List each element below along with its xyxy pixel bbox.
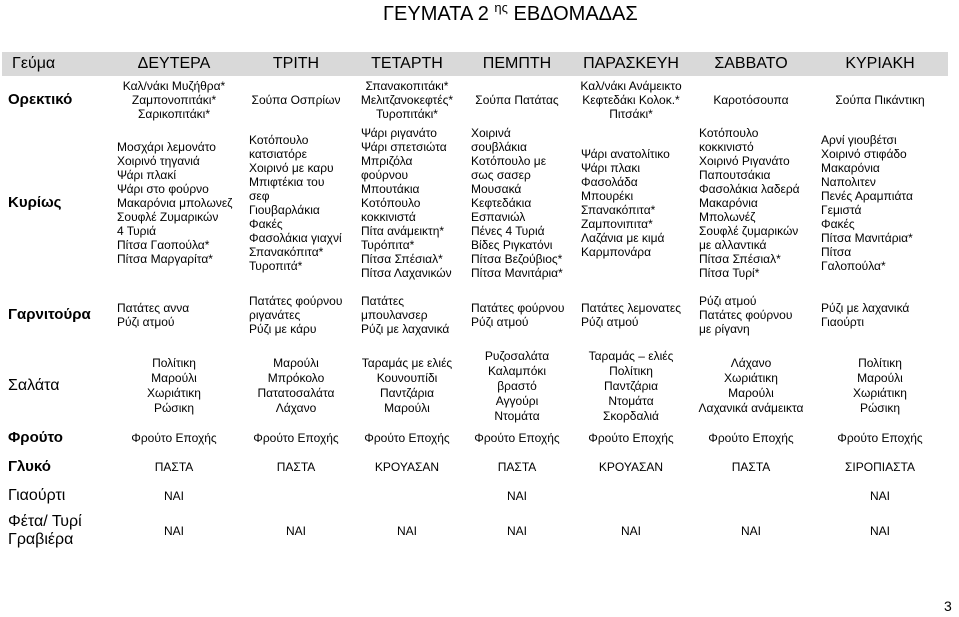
menu-item: Λαχανικά ανάμεικτα — [698, 401, 804, 415]
menu-item: ΝΑΙ — [869, 524, 890, 538]
menu-item: Τυροπιτάκι* — [376, 107, 438, 121]
menu-cell-lines — [249, 133, 350, 273]
menu-cell — [240, 124, 352, 282]
menu-item: βραστό — [497, 378, 537, 393]
menu-item: Σπανακοπιτάκι* — [365, 79, 449, 93]
menu-cell — [108, 348, 240, 424]
menu-item: Ψάρι ριγανάτο — [361, 126, 437, 140]
menu-item: Ζαμπονοπιτάκι* — [131, 93, 217, 107]
menu-cell — [462, 481, 572, 510]
menu-item: ΝΑΙ — [740, 524, 761, 538]
menu-item: Φρούτο Εποχής — [588, 431, 674, 445]
menu-item: Μελιτζανοκεφτές* — [360, 93, 454, 107]
menu-item: Τυροπιτά* — [249, 259, 303, 273]
menu-item: Παντζάρια — [379, 386, 435, 400]
menu-cell — [352, 424, 462, 452]
menu-item: ΝΑΙ — [163, 488, 184, 503]
menu-item: Ρύζι με λαχανικά — [821, 301, 910, 315]
menu-cell — [108, 424, 240, 452]
menu-item: Φασολάκια λαδερά — [699, 182, 800, 196]
menu-item: Πίτσα Μαργαρίτα* — [117, 252, 213, 266]
meal-type-label: Γιαούρτι — [8, 486, 66, 504]
menu-cell — [352, 510, 462, 552]
menu-cell-lines — [699, 126, 810, 280]
menu-cell-lines — [814, 489, 946, 503]
meal-type-label: Κυρίως — [8, 194, 62, 211]
menu-cell-lines — [354, 79, 460, 121]
menu-item: Φρούτο Εποχής — [474, 431, 560, 445]
menu-item: Γιαούρτι — [821, 315, 864, 329]
menu-cell — [690, 481, 812, 510]
menu-item: Πενές Αραμπιάτα — [821, 189, 913, 203]
menu-item: Ρώσικη — [859, 401, 901, 415]
menu-item: Πίτσα Σπέσιαλ* — [361, 252, 443, 266]
menu-item: Μπολωνέζ — [699, 210, 756, 224]
menu-cell — [572, 124, 690, 282]
column-header-day: ΤΡΙΤΗ — [272, 55, 320, 72]
menu-item: Φακές — [249, 217, 283, 231]
menu-item: Καλαμπόκι — [487, 363, 547, 378]
menu-cell-lines — [692, 524, 810, 538]
menu-cell — [240, 481, 352, 510]
menu-cell-lines — [242, 460, 350, 474]
menu-cell-lines — [110, 524, 238, 538]
menu-item: Μαρούλι — [151, 371, 197, 385]
menu-item: Πίτσα Μανιτάρια* — [821, 231, 913, 245]
menu-cell — [690, 124, 812, 282]
menu-cell — [572, 282, 690, 348]
menu-item: Ταραμάς με ελιές — [361, 356, 453, 370]
menu-item: Ρύζι ατμού — [117, 315, 175, 329]
menu-item: Φρούτο Εποχής — [708, 431, 794, 445]
menu-item: Χοιρινό τηγανιά — [117, 154, 200, 168]
meal-row — [2, 481, 948, 510]
menu-cell — [352, 124, 462, 282]
menu-item: Κοτόπουλο — [249, 133, 309, 147]
menu-item: Μακαρόνια — [699, 196, 758, 210]
menu-item: Ντομάτα — [608, 393, 654, 408]
menu-item: Μακαρόνια — [821, 161, 880, 175]
menu-cell-lines — [464, 349, 570, 424]
menu-item: Κοτόπουλο — [699, 126, 759, 140]
menu-cell-lines — [110, 356, 238, 416]
menu-cell-lines — [814, 460, 946, 474]
menu-cell — [812, 510, 948, 552]
menu-item: σουβλάκια — [471, 140, 527, 154]
menu-item: Φρούτο Εποχής — [364, 431, 450, 445]
menu-item: Πίτσα Τυρί* — [699, 266, 760, 280]
menu-cell-lines — [581, 147, 688, 259]
menu-item: Πατάτες φούρνου — [249, 294, 343, 308]
menu-item: Πένες 4 Τυριά — [471, 224, 545, 238]
menu-cell-lines — [471, 301, 570, 329]
column-header-meal: Γεύμα — [12, 55, 56, 72]
menu-item: Φρούτο Εποχής — [837, 431, 923, 445]
menu-cell — [690, 424, 812, 452]
menu-cell-lines — [110, 79, 238, 121]
menu-cell-lines — [574, 460, 688, 474]
menu-item: Καρμπονάρα — [581, 245, 652, 259]
menu-item: Πατάτες — [361, 294, 404, 308]
menu-cell — [812, 452, 948, 481]
menu-item: Χοιρινό με καρυ — [249, 161, 334, 175]
meal-row — [2, 124, 948, 282]
menu-item: Σπανακόπιτα* — [581, 203, 656, 217]
menu-cell-lines — [249, 294, 350, 336]
menu-cell — [240, 282, 352, 348]
menu-cell — [462, 282, 572, 348]
menu-cell-lines — [464, 93, 570, 107]
menu-item: σως σασερ — [471, 168, 531, 182]
menu-item: Ψάρι σπετσιώτα — [361, 140, 447, 154]
menu-item: Πατάτες φούρνου — [699, 308, 793, 322]
menu-cell-lines — [821, 301, 946, 329]
menu-item: Μπουτάκια — [361, 182, 420, 196]
column-header-day: ΠΑΡΑΣΚΕΥΗ — [583, 55, 679, 72]
menu-item: Παπουτσάκια — [699, 168, 771, 182]
title-main: ΓΕΥΜΑΤΑ 2 — [383, 3, 489, 25]
menu-cell — [352, 282, 462, 348]
menu-item: Πίτσα Μανιτάρια* — [471, 266, 563, 280]
menu-cell-lines — [692, 431, 810, 445]
menu-cell — [352, 76, 462, 124]
menu-item: Πίτα ανάμεικτη* — [361, 224, 445, 238]
menu-item: Αγγούρι — [495, 393, 539, 408]
menu-item: ΝΑΙ — [506, 488, 527, 503]
menu-item: Μπρόκολο — [267, 371, 325, 385]
menu-item: Πίτσα Βεζούβιος* — [471, 252, 563, 266]
menu-item: Πολίτικη — [152, 356, 196, 370]
menu-cell-lines — [692, 356, 810, 416]
page-title — [383, 2, 638, 28]
menu-item: Φρούτο Εποχής — [131, 431, 217, 445]
menu-cell-lines — [821, 133, 946, 273]
menu-item: Παντζάρια — [603, 378, 659, 393]
menu-item: Φασολάκια γιαχνί — [249, 231, 342, 245]
menu-item: Κουνουπίδι — [376, 371, 438, 385]
menu-item: Ψάρι στο φούρνο — [117, 182, 209, 196]
meal-row — [2, 76, 948, 124]
meal-row — [2, 424, 948, 452]
menu-cell — [690, 510, 812, 552]
menu-item: Μακαρόνια μπολωνεζ — [117, 196, 233, 210]
menu-item: Πατατοσαλάτα — [257, 386, 335, 400]
menu-cell-lines — [361, 294, 460, 336]
menu-item: μπουλανσερ — [361, 308, 428, 322]
menu-item: Σουφλέ ζυμαρικών — [699, 224, 799, 238]
menu-item: Βίδες Ριγκατόνι — [471, 238, 553, 252]
menu-item: σεφ — [249, 189, 270, 203]
menu-cell — [352, 348, 462, 424]
menu-cell-lines — [464, 460, 570, 474]
menu-item: Τυρόπιτα* — [361, 238, 415, 252]
menu-item: ΝΑΙ — [620, 524, 641, 538]
menu-item: κοκκινιστά — [361, 210, 416, 224]
menu-cell-lines — [814, 356, 946, 416]
header-row — [2, 52, 948, 76]
menu-item: Ρύζι ατμού — [581, 315, 639, 329]
menu-item: Πίτσα Γαοπούλα* — [117, 238, 210, 252]
menu-item: με αλλαντικά — [699, 238, 767, 252]
menu-item: Ρυζοσαλάτα — [484, 348, 550, 363]
menu-cell-lines — [814, 431, 946, 445]
menu-item: Εσπανιώλ — [471, 210, 526, 224]
menu-item: ΠΑΣΤΑ — [497, 459, 537, 474]
menu-cell — [462, 452, 572, 481]
menu-item: κοκκινιστό — [699, 140, 754, 154]
menu-item: Σουφλέ Ζυμαρικών — [117, 210, 219, 224]
menu-cell-lines — [692, 93, 810, 107]
menu-cell — [108, 510, 240, 552]
menu-cell-lines — [354, 524, 460, 538]
menu-cell-lines — [814, 524, 946, 538]
menu-cell-lines — [464, 431, 570, 445]
menu-item: 4 Τυριά — [117, 224, 157, 238]
menu-item: Μαρούλι — [857, 371, 903, 385]
column-header-day: ΠΕΜΠΤΗ — [482, 55, 552, 72]
menu-item: Ρύζι με κάρυ — [249, 322, 317, 336]
menu-cell-lines — [574, 431, 688, 445]
menu-item: Καλ/νάκι Μυζήθρα* — [122, 79, 226, 93]
menu-cell-lines — [242, 356, 350, 416]
menu-cell — [108, 452, 240, 481]
meal-type-label: Γλυκό — [8, 457, 51, 475]
menu-item: ΠΑΣΤΑ — [276, 459, 316, 474]
menu-item: Πολίτικη — [609, 363, 653, 378]
menu-cell-lines — [354, 460, 460, 474]
menu-cell-lines — [464, 489, 570, 503]
menu-cell — [572, 76, 690, 124]
meal-type-label: Γαρνιτούρα — [8, 306, 91, 323]
menu-item: Χωριάτικη — [724, 371, 778, 385]
menu-item: Κοτόπουλο με — [471, 154, 547, 168]
menu-item: Λάχανο — [275, 401, 317, 415]
meal-row — [2, 348, 948, 424]
menu-item: Μπριζόλα — [361, 154, 413, 168]
menu-cell — [690, 282, 812, 348]
menu-cell — [812, 124, 948, 282]
menu-cell — [812, 481, 948, 510]
menu-cell — [690, 348, 812, 424]
menu-item: ΝΑΙ — [163, 524, 184, 538]
meal-type-label: Ορεκτικό — [8, 91, 73, 108]
menu-cell-lines — [242, 524, 350, 538]
menu-item: Σκορδαλιά — [603, 408, 659, 423]
menu-item: Γεμιστά — [821, 203, 862, 217]
menu-item: Κεφτεδάκια — [471, 196, 532, 210]
menu-item: Πατάτες φούρνου — [471, 301, 565, 315]
menu-item: Πίτσα — [821, 245, 852, 259]
menu-cell — [572, 424, 690, 452]
menu-cell — [812, 76, 948, 124]
menu-cell — [108, 124, 240, 282]
menu-item: Πατάτες αννα — [117, 301, 190, 315]
menu-cell-lines — [117, 140, 238, 266]
menu-item: Μπιφτέκια του — [249, 175, 325, 189]
menu-cell — [462, 424, 572, 452]
menu-cell — [572, 481, 690, 510]
menu-item: Κεφτεδάκι Κολοκ.* — [582, 93, 680, 107]
menu-item: Ψάρι ανατολίτικο — [581, 147, 670, 161]
menu-item: Ρύζι ατμού — [699, 294, 757, 308]
weekly-meal-table — [2, 52, 948, 552]
menu-cell-lines — [354, 431, 460, 445]
menu-item: Ρύζι ατμού — [471, 315, 529, 329]
menu-cell — [240, 424, 352, 452]
meal-type-label: Φρούτο — [8, 429, 63, 446]
menu-item: ΚΡΟΥΑΣΑΝ — [374, 459, 440, 474]
menu-item: Χοιρινά — [471, 126, 511, 140]
menu-item: Φρούτο Εποχής — [253, 431, 339, 445]
menu-item: με ρίγανη — [699, 322, 750, 336]
title-rest: ΕΒΔΟΜΑΔΑΣ — [513, 3, 638, 25]
menu-item: Πολίτικη — [858, 356, 902, 370]
column-header-day: ΤΕΤΑΡΤΗ — [371, 55, 443, 72]
menu-cell — [462, 348, 572, 424]
menu-item: Μπουρέκι — [581, 189, 634, 203]
menu-item: Σαρικοπιτάκι* — [138, 107, 210, 121]
menu-cell-lines — [110, 460, 238, 474]
menu-cell-lines — [110, 489, 238, 503]
menu-cell — [240, 76, 352, 124]
menu-cell — [108, 282, 240, 348]
menu-cell-lines — [117, 301, 238, 329]
menu-item: ΝΑΙ — [396, 524, 417, 538]
menu-cell — [240, 510, 352, 552]
menu-item: Ψάρι πλακί — [117, 168, 177, 182]
menu-item: Πατάτες λεμονατες — [581, 301, 682, 315]
menu-item: ΚΡΟΥΑΣΑΝ — [598, 459, 664, 474]
menu-item: Πίτσα Λαχανικών — [361, 266, 452, 280]
menu-item: Μαρούλι — [384, 401, 430, 415]
menu-item: φούρνου — [361, 168, 409, 182]
menu-cell — [812, 348, 948, 424]
menu-cell — [572, 452, 690, 481]
menu-item: Φακές — [821, 217, 855, 231]
menu-item: Ταραμάς – ελιές — [588, 348, 674, 363]
menu-cell-lines — [354, 356, 460, 416]
menu-item: Πίτσα Σπέσιαλ* — [699, 252, 781, 266]
menu-item: Καροτόσουπα — [713, 93, 789, 107]
menu-cell — [462, 510, 572, 552]
meal-row — [2, 282, 948, 348]
menu-cell-lines — [110, 431, 238, 445]
menu-item: κατσιατόρε — [249, 147, 307, 161]
menu-item: Σούπα Πικάντικη — [835, 93, 925, 107]
menu-cell — [690, 452, 812, 481]
menu-item: Μαρούλι — [273, 356, 319, 370]
menu-item: Μουσακά — [471, 182, 522, 196]
menu-item: Αρνί γιουβέτσι — [821, 133, 897, 147]
menu-cell-lines — [574, 524, 688, 538]
menu-item: Χωριάτικη — [853, 386, 907, 400]
menu-cell-lines — [471, 126, 570, 280]
menu-cell — [572, 348, 690, 424]
menu-cell — [690, 76, 812, 124]
meal-row — [2, 452, 948, 481]
menu-cell — [108, 76, 240, 124]
menu-item: Ψάρι πλακι — [581, 161, 641, 175]
menu-item: Ρύζι με λαχανικά — [361, 322, 450, 336]
menu-cell-lines — [464, 524, 570, 538]
menu-item: Ναπολιτεν — [821, 175, 876, 189]
menu-item: Ρώσικη — [153, 401, 195, 415]
menu-item: ΣΙΡΟΠΙΑΣΤΑ — [845, 459, 915, 474]
menu-cell-lines — [581, 301, 688, 329]
menu-item: Χωριάτικη — [147, 386, 201, 400]
menu-item: Ζαμπονιπιτα* — [581, 217, 653, 231]
menu-item: ΝΑΙ — [285, 524, 306, 538]
menu-item: Γαλοπούλα* — [821, 259, 886, 273]
menu-item: Ντομάτα — [494, 408, 540, 423]
menu-item: Φασολάδα — [581, 175, 638, 189]
menu-cell-lines — [692, 460, 810, 474]
menu-cell-lines — [574, 349, 688, 424]
meal-type-label: Φέτα/ Τυρί Γραβιέρα — [8, 513, 82, 548]
menu-cell — [462, 76, 572, 124]
menu-item: Σπανακόπιτα* — [249, 245, 324, 259]
column-header-day: ΣΑΒΒΑΤΟ — [714, 55, 788, 72]
menu-item: ΝΑΙ — [869, 488, 890, 503]
menu-item: Καλ/νάκι Ανάμεικτο — [580, 79, 682, 93]
menu-item: ΠΑΣΤΑ — [154, 459, 194, 474]
title-superscript: ης — [494, 0, 508, 15]
menu-cell — [812, 424, 948, 452]
menu-item: ριγανάτες — [249, 308, 301, 322]
meal-row — [2, 510, 948, 552]
menu-cell — [240, 348, 352, 424]
menu-cell — [462, 124, 572, 282]
menu-item: ΠΑΣΤΑ — [731, 459, 771, 474]
menu-item: Γιουβαρλάκια — [249, 203, 320, 217]
menu-item: Κοτόπουλο — [361, 196, 421, 210]
menu-cell — [240, 452, 352, 481]
menu-item: Σούπα Οσπρίων — [251, 93, 341, 107]
menu-item: Μαρούλι — [728, 386, 774, 400]
meal-type-label: Σαλάτα — [8, 377, 60, 394]
menu-cell-lines — [699, 294, 810, 336]
menu-cell — [352, 452, 462, 481]
page-number: 3 — [944, 598, 952, 614]
menu-cell-lines — [242, 93, 350, 107]
menu-cell-lines — [574, 79, 688, 121]
menu-item: Χοιρινό Ριγανάτο — [699, 154, 790, 168]
menu-item: Πιτσάκι* — [609, 107, 653, 121]
menu-item: Χοιρινό στιφάδο — [821, 147, 907, 161]
menu-item: Λαζάνια με κιμά — [581, 231, 665, 245]
column-header-day: ΚΥΡΙΑΚΗ — [845, 55, 915, 72]
menu-cell-lines — [814, 93, 946, 107]
menu-cell — [352, 481, 462, 510]
menu-item: ΝΑΙ — [506, 524, 527, 538]
menu-item: Λάχανο — [730, 356, 772, 370]
menu-cell-lines — [361, 126, 460, 280]
menu-cell — [812, 282, 948, 348]
column-header-day: ΔΕΥΤΕΡΑ — [137, 55, 211, 72]
menu-item: Μοσχάρι λεμονάτο — [117, 140, 216, 154]
menu-cell — [108, 481, 240, 510]
menu-cell-lines — [242, 431, 350, 445]
menu-item: Σούπα Πατάτας — [475, 93, 559, 107]
menu-cell — [572, 510, 690, 552]
